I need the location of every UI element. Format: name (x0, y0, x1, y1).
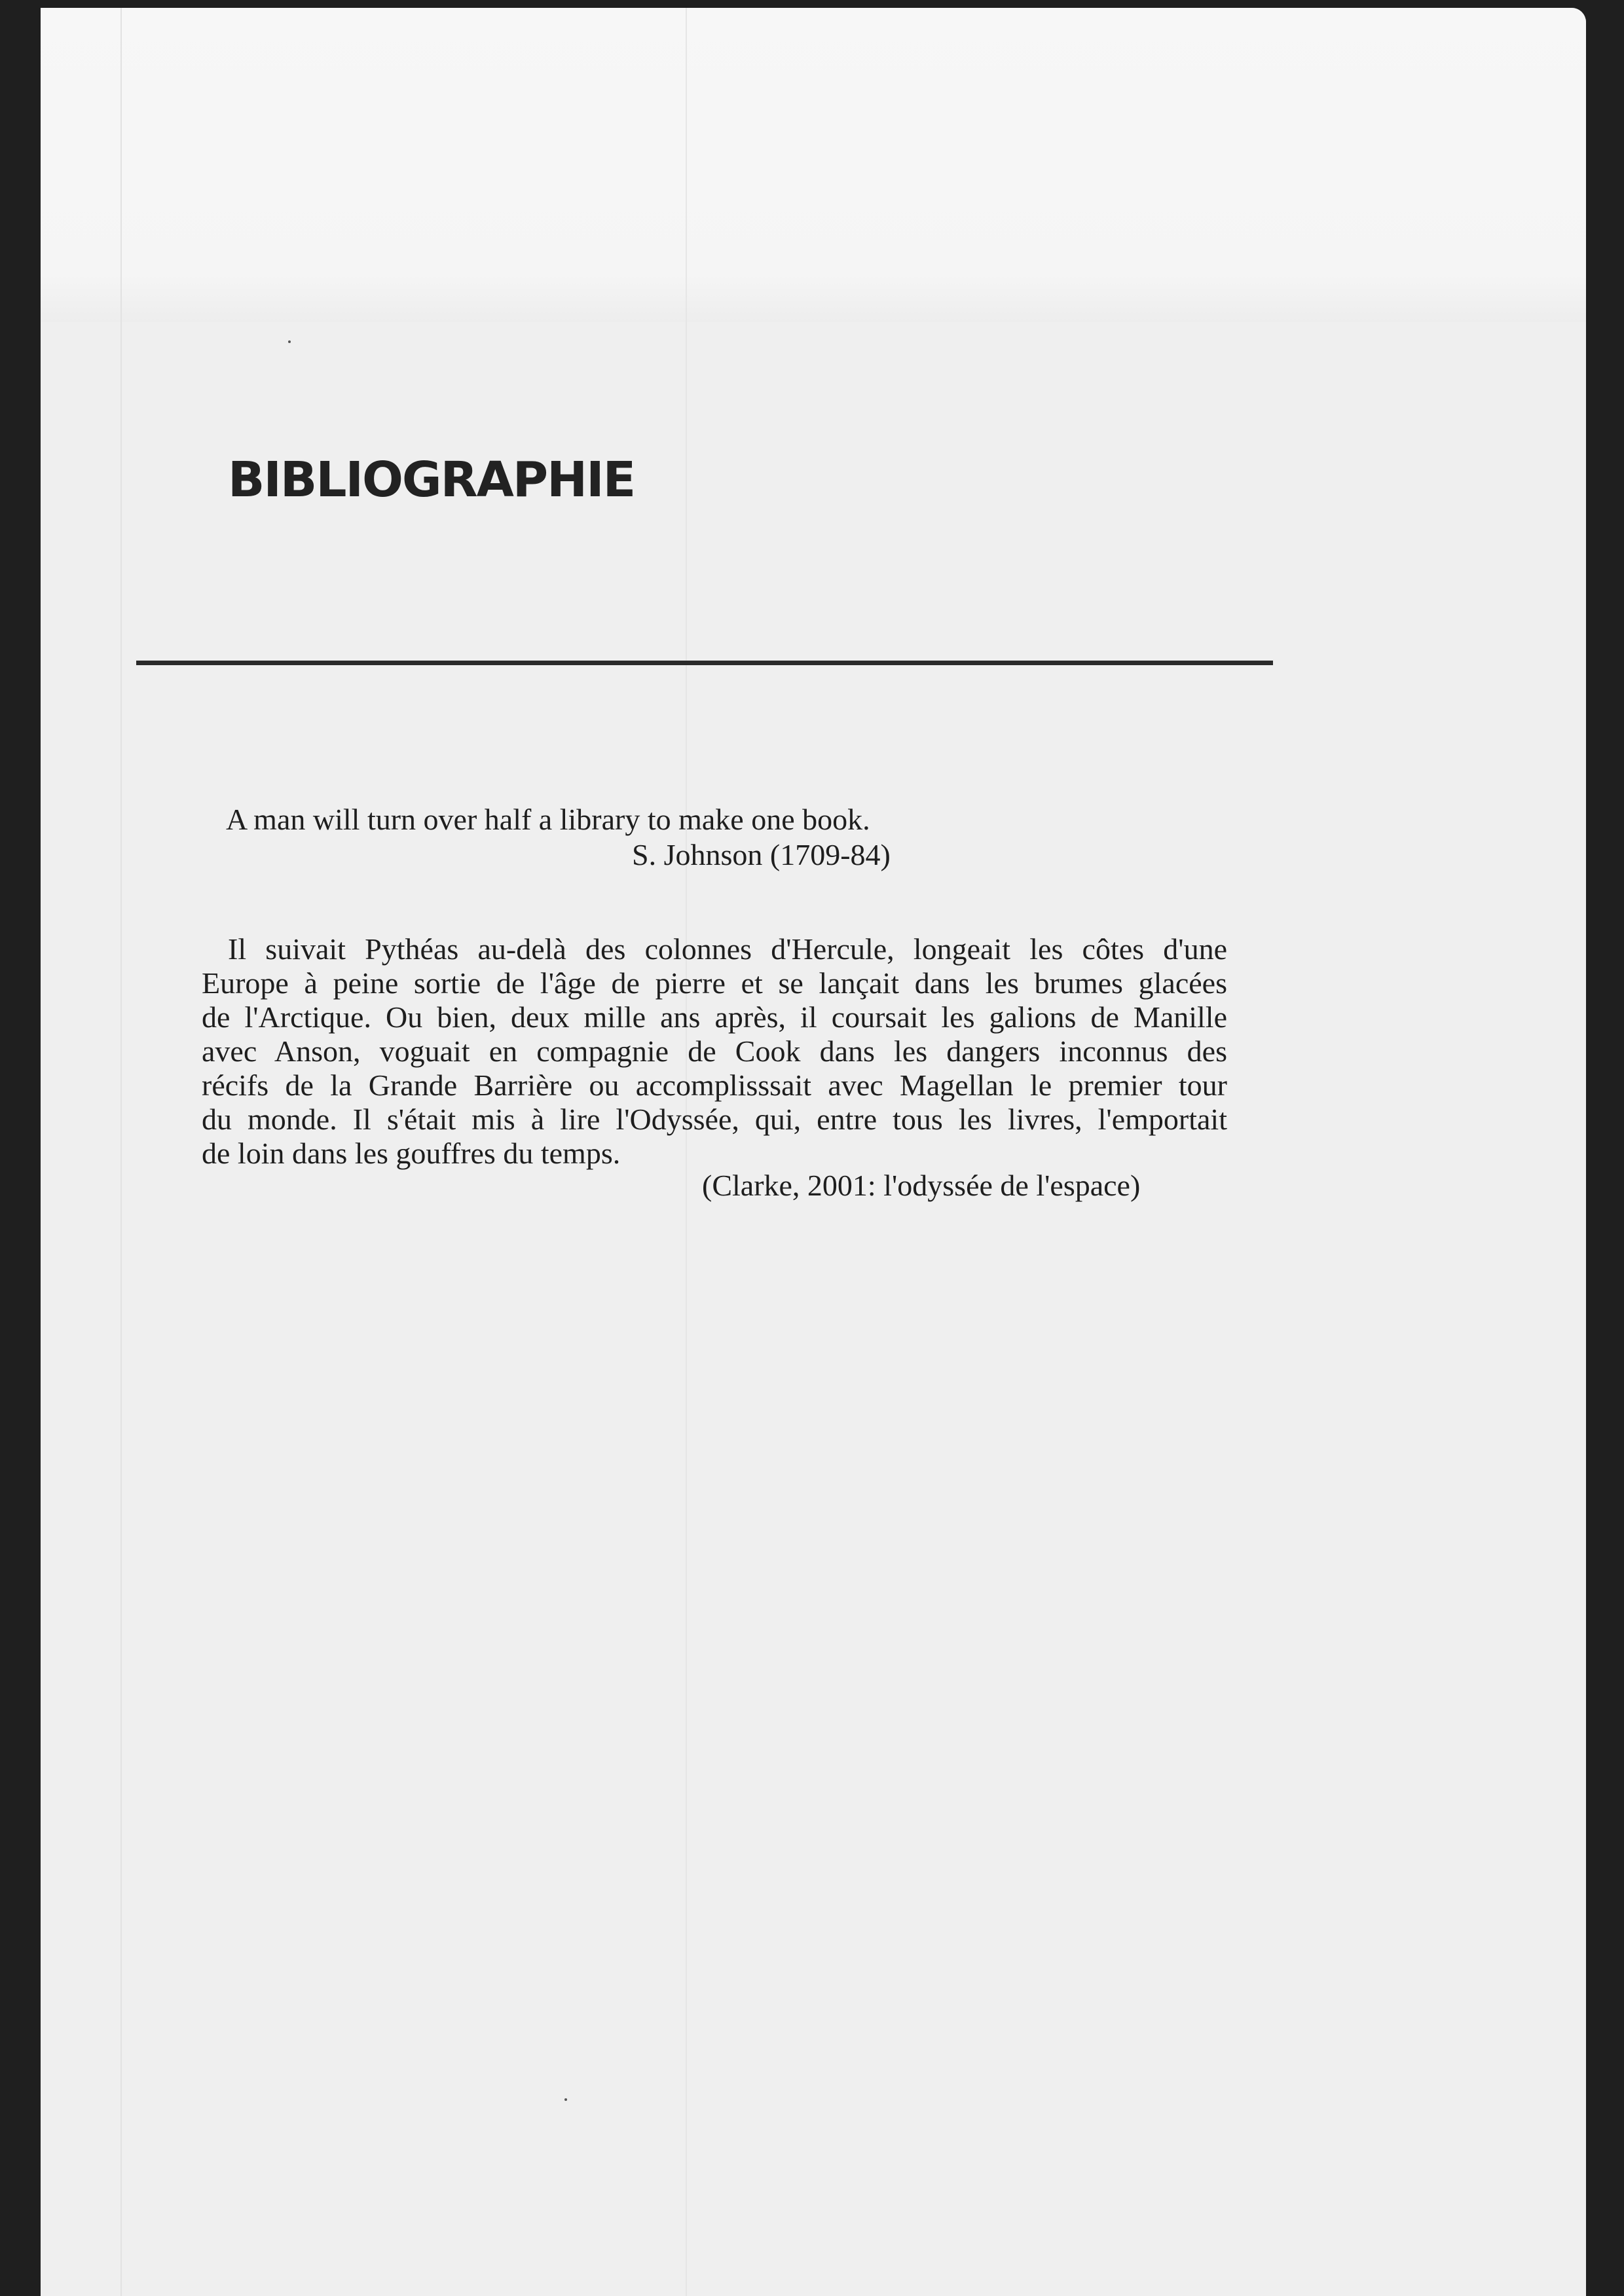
epigraph-paragraph (202, 932, 1227, 1171)
heading-rule (136, 661, 1273, 665)
page-title: BIBLIOGRAPHIE (228, 452, 635, 508)
scan-top-band (41, 8, 1586, 322)
epigraph-source: (Clarke, 2001: l'odyssée de l'espace) (702, 1169, 1141, 1202)
scan-dust-speck (288, 340, 291, 343)
epigraph-line: Il suivait Pythéas au-delà des colonnes d'Hercule, longeait les côtes d'une (228, 932, 1227, 966)
scan-dust-speck (564, 2098, 567, 2101)
epigraph-line: récifs de la Grande Barrière ou accomplisssait avec Magellan le premier tour (202, 1068, 1227, 1102)
quote-text: A man will turn over half a library to make one book. (226, 803, 870, 836)
epigraph-line: du monde. Il s'était mis à lire l'Odyssée, qui, entre tous les livres, l'emportait (202, 1102, 1227, 1136)
epigraph-line: de loin dans les gouffres du temps. (202, 1137, 621, 1170)
epigraph-line: avec Anson, voguait en compagnie de Cook dans les dangers inconnus des (202, 1034, 1227, 1068)
epigraph-line: Europe à peine sortie de l'âge de pierre et se lançait dans les brumes glacées (202, 966, 1227, 1000)
scan-line-left (120, 8, 122, 2296)
quote-author: S. Johnson (1709-84) (632, 838, 891, 871)
epigraph-line: de l'Arctique. Ou bien, deux mille ans après, il coursait les galions de Manille (202, 1000, 1227, 1034)
